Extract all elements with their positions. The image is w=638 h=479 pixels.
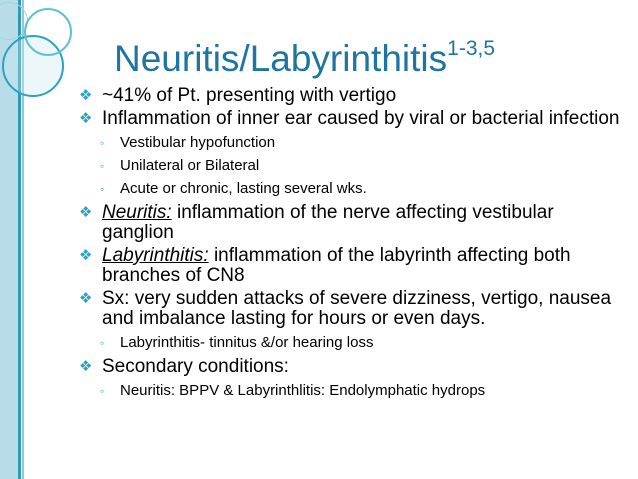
sub-bullet-item [78, 382, 630, 400]
bullet-icon: ❖ [79, 204, 93, 221]
bullet-text: Sx: very sudden attacks of severe dizziness, vertigo, nausea and imbalance lasting for hours or even days. [102, 288, 612, 329]
bullet-term: Neuritis: [102, 202, 172, 223]
sub-bullet-icon: ◦ [100, 159, 105, 173]
title-text: Neuritis/Labyrinthitis [114, 38, 448, 79]
sub-bullet-text: Vestibular hypofunction [120, 134, 276, 151]
bullet-text: Secondary conditions: [102, 356, 289, 377]
bullet-text: inflammation of the labyrinth affecting both branches of CN8 [102, 245, 571, 286]
bullet-icon: ❖ [79, 87, 93, 104]
bullet-icon: ❖ [79, 358, 93, 375]
decorative-circle-medium [24, 8, 72, 56]
bullet-item [78, 203, 630, 243]
bullet-item [78, 289, 630, 329]
bullet-list [78, 86, 630, 405]
bullet-icon: ❖ [79, 110, 93, 127]
sub-bullet-icon: ◦ [100, 384, 105, 398]
bullet-text: ~41% of Pt. presenting with vertigo [102, 85, 397, 106]
bullet-item [78, 86, 630, 106]
slide-title [114, 34, 495, 84]
bullet-item [78, 109, 630, 129]
sub-bullet-icon: ◦ [100, 136, 105, 150]
sub-bullet-item [78, 134, 630, 152]
sub-bullet-item [78, 157, 630, 175]
sub-bullet-item [78, 334, 630, 352]
sub-bullet-text: Neuritis: BPPV & Labyrinthlitis: Endolymphatic hydrops [120, 382, 486, 399]
bullet-icon: ❖ [79, 247, 93, 264]
sub-bullet-text: Acute or chronic, lasting several wks. [120, 180, 367, 197]
sub-bullet-text: Unilateral or Bilateral [120, 157, 260, 174]
bullet-item [78, 246, 630, 286]
bullet-text: inflammation of the nerve affecting vestibular ganglion [102, 202, 554, 243]
sub-bullet-icon: ◦ [100, 336, 105, 350]
bullet-icon: ❖ [79, 290, 93, 307]
bullet-item [78, 357, 630, 377]
bullet-text: Inflammation of inner ear caused by viral or bacterial infection [102, 108, 620, 129]
sub-bullet-icon: ◦ [100, 182, 105, 196]
title-superscript: 1-3,5 [447, 37, 496, 60]
sub-bullet-item [78, 180, 630, 198]
bullet-term: Labyrinthitis: [102, 245, 209, 266]
sub-bullet-text: Labyrinthitis- tinnitus &/or hearing loss [120, 334, 374, 351]
